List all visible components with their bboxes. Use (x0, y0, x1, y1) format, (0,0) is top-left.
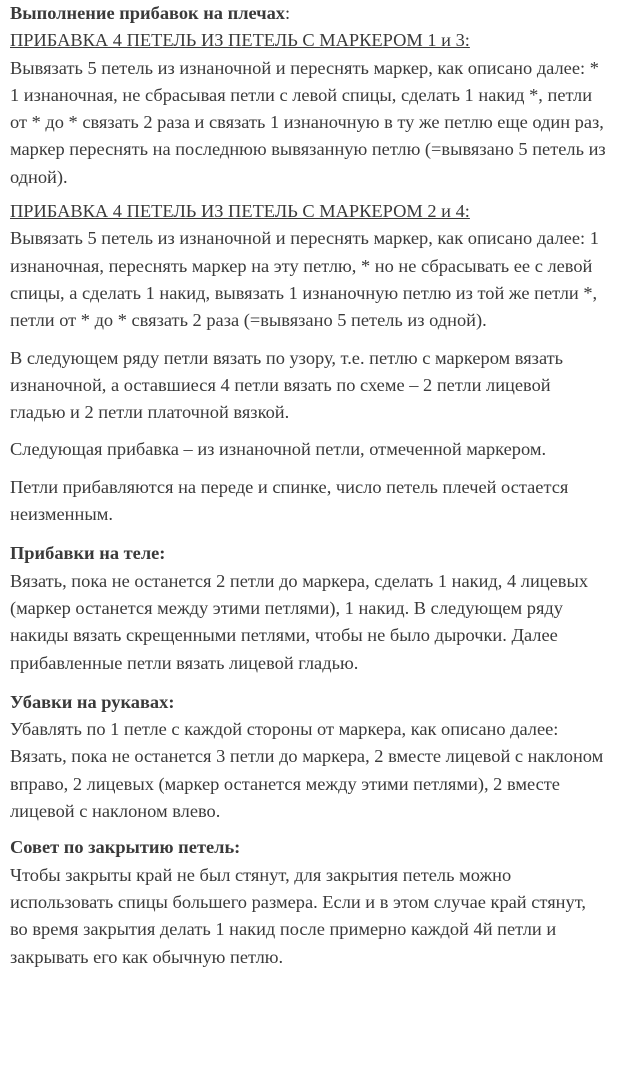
spacer (10, 528, 608, 540)
section-heading: Прибавки на теле: (10, 543, 166, 564)
section-heading: Убавки на рукавах: (10, 691, 175, 712)
section-shoulder-increases (10, 0, 608, 528)
spacer (10, 426, 608, 436)
paragraph-sleeve-decreases: Убавлять по 1 петле с каждой стороны от маркера, как описано далее: Вязать, пока не останется 3 петли до маркера, 2 вместе лицевой с наклоном вправо, 2 лицевых (маркер останется между этими петлями), 2 вместе лицевой с наклоном влево. (10, 719, 604, 822)
spacer (10, 335, 608, 345)
paragraph-stitch-count: Петли прибавляются на переде и спинке, число петель плечей остается неизменным. (10, 476, 569, 525)
section-body-increases (10, 540, 608, 676)
spacer (10, 191, 608, 198)
spacer (10, 677, 608, 689)
section-heading: Выполнение прибавок на плечах (10, 3, 285, 23)
paragraph-body-increases: Вязать, пока не останется 2 петли до маркера, сделать 1 накид, 4 лицевых (маркер останется между этими петлями), 1 накид. В следующем ряду накиды вязать скрещенными петлями, чтобы не было дырочки. Далее прибавленные петли вязать лицевой гладью. (10, 570, 589, 673)
section-bind-off-tip (10, 834, 608, 970)
section-heading-line (10, 0, 608, 27)
section-sleeve-decreases (10, 689, 608, 825)
subheading-markers-2-4: ПРИБАВКА 4 ПЕТЕЛЬ ИЗ ПЕТЕЛЬ С МАРКЕРОМ 2 и 4: (10, 201, 470, 222)
paragraph-markers-1-3: Вывязать 5 петель из изнаночной и переснять маркер, как описано далее: * 1 изнаночная, не сбрасывая петли с левой спицы, сделать 1 накид *, петли от * до * связать 2 раза и связать 1 изнаночную в ту же петлю еще один раз, маркер переснять на последнюю вывязанную петлю (=вывязано 5 петель из одной). (10, 57, 606, 187)
spacer (10, 464, 608, 474)
section-heading: Совет по закрытию петель: (10, 837, 241, 858)
subheading-markers-1-3: ПРИБАВКА 4 ПЕТЕЛЬ ИЗ ПЕТЕЛЬ С МАРКЕРОМ 1 и 3: (10, 30, 470, 51)
heading-colon: : (284, 3, 291, 23)
paragraph-bind-off-tip: Чтобы закрыты край не был стянут, для закрытия петель можно использовать спицы большего размера. Если и в этом случае край стянут, во время закрытия делать 1 накид после примерно каждой 4й петли и закрывать его как обычную петлю. (10, 864, 586, 967)
paragraph-markers-2-4: Вывязать 5 петель из изнаночной и переснять маркер, как описано далее: 1 изнаночная, переснять маркер на эту петлю, * но не сбрасывать ее с левой спицы, а сделать 1 накид, вывязать 1 изнаночную петлю из той же петли *, петли от * до * связать 2 раза (=вывязано 5 петель из одной). (10, 228, 599, 331)
paragraph-next-row: В следующем ряду петли вязать по узору, т.е. петлю с маркером вязать изнаночной, а оставшиеся 4 петли вязать по схеме – 2 петли лицевой гладью и 2 петли платочной вязкой. (10, 347, 564, 423)
paragraph-next-increase: Следующая прибавка – из изнаночной петли, отмеченной маркером. (10, 439, 547, 460)
spacer (10, 825, 608, 834)
